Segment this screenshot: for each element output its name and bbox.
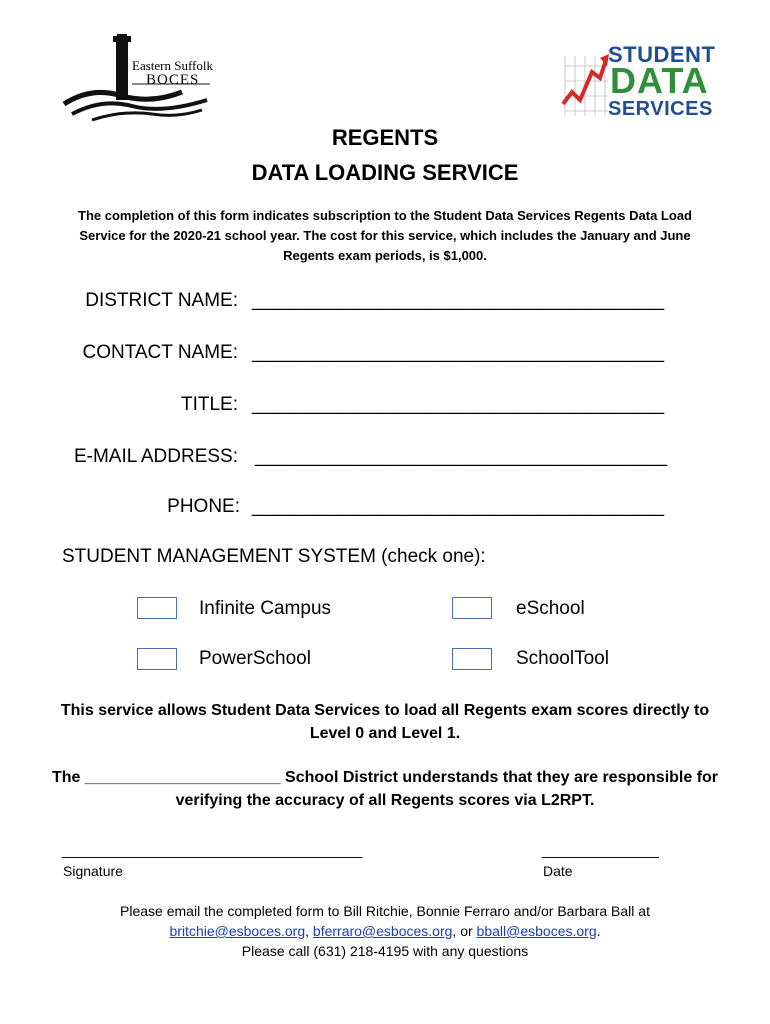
district-statement: The ______________________ School District understands that they are responsible for verifying the accuracy of all Regents scores via L2RPT. [51,769,719,809]
sms-heading: STUDENT MANAGEMENT SYSTEM (check one): [62,546,486,567]
infinite-campus-label: Infinite Campus [199,598,332,619]
signature-label: Signature [63,863,123,879]
email-link-bball[interactable]: bball@esboces.org [476,923,597,939]
signature-line[interactable]: ____________________________________ [62,842,363,859]
email-link-bferraro[interactable]: bferraro@esboces.org [312,923,453,939]
powerschool-label: PowerSchool [199,648,311,669]
footer [50,901,720,961]
logo-text-eastern-suffolk: Eastern Suffolk [132,58,213,73]
page-title-line-1: REGENTS [331,125,439,150]
email-link-britchie[interactable]: britchie@esboces.org [169,923,306,939]
eschool-label: eSchool [516,598,585,619]
phone-label: PHONE: [167,496,240,517]
page-title-line-2: DATA LOADING SERVICE [251,160,519,185]
intro-paragraph: The completion of this form indicates subscription to the Student Data Services Regents Data Load Service for the 2020-21 school year. The cost for this service, which includes the January and June Regents exam periods, is $1,000. [78,208,692,263]
footer-sep-1: , [305,923,313,939]
district-name-field[interactable]: _______________________________________ [252,290,665,311]
email-address-label: E-MAIL ADDRESS: [73,446,238,467]
date-line[interactable]: ______________ [542,842,659,859]
infinite-campus-checkbox[interactable] [137,597,177,619]
powerschool-checkbox[interactable] [137,648,177,670]
title-label: TITLE: [180,394,238,415]
chart-arrow-icon [560,46,610,126]
phone-field[interactable]: _______________________________________ [252,496,665,517]
footer-line-2 [50,921,720,941]
eschool-checkbox[interactable] [452,597,492,619]
logo-text-student: STUDENT [608,42,716,67]
schooltool-checkbox[interactable] [452,648,492,670]
contact-name-label: CONTACT NAME: [82,342,238,363]
logo-text-boces: BOCES [146,72,200,88]
title-field[interactable]: _______________________________________ [252,394,665,415]
contact-name-field[interactable]: _______________________________________ [252,342,665,363]
logo-text-data: DATA [610,60,709,101]
footer-line-1: Please email the completed form to Bill Ritchie, Bonnie Ferraro and/or Barbara Ball at [120,903,650,919]
eastern-suffolk-boces-logo [62,34,212,124]
footer-sep-2: , or [452,923,477,939]
footer-end: . [596,923,601,939]
footer-line-3: Please call (631) 218-4195 with any questions [241,943,529,959]
service-note: This service allows Student Data Services to load all Regents exam scores directly to Level 0 and Level 1. [60,702,710,742]
district-name-label: DISTRICT NAME: [85,290,238,311]
date-label: Date [543,863,573,879]
logo-text-services: SERVICES [608,98,713,120]
email-address-field[interactable]: _______________________________________ [255,446,668,467]
student-data-services-logo [560,40,716,128]
schooltool-label: SchoolTool [516,648,609,669]
